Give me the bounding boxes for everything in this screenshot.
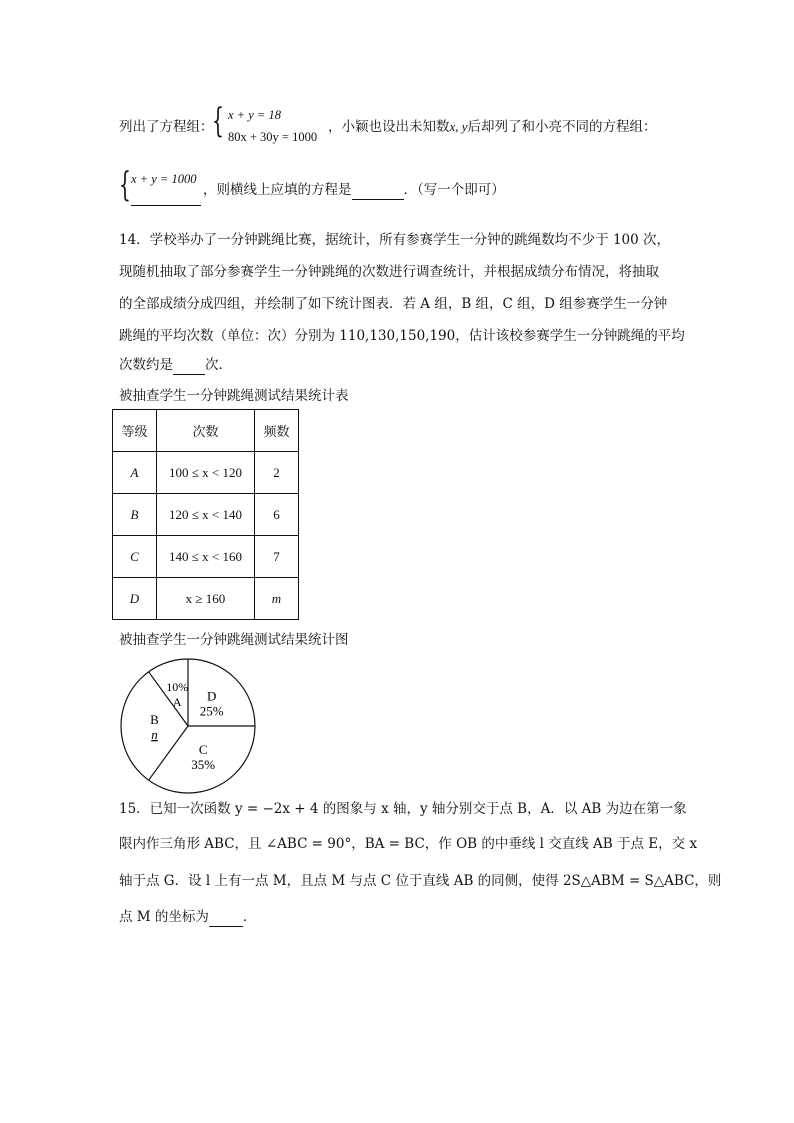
q13-tail-text: ，小颖也设出未知数 [328, 119, 450, 135]
table-cell-range: 120 ≤ x < 140 [157, 494, 255, 536]
table-cell-frequency: 7 [255, 536, 299, 578]
q13-vars: x, y [449, 119, 468, 134]
table-row [113, 452, 299, 494]
q14-line5 [119, 356, 232, 375]
q13-line2 [203, 181, 505, 200]
table-caption: 被抽查学生一分钟跳绳测试结果统计表 [119, 388, 349, 404]
system2-brace: { [119, 165, 131, 205]
q14-line5-text: 次数约是 [119, 357, 173, 373]
table-cell-grade: D [113, 578, 157, 620]
table-cell-range: x ≥ 160 [157, 578, 255, 620]
table-cell-frequency: m [255, 578, 299, 620]
table-row [113, 536, 299, 578]
header-count: 次数 [157, 410, 255, 452]
pie-label-b-bottom: n [151, 727, 158, 742]
pie-label-a-top: 10% [166, 679, 189, 694]
q13-tail-text2: 后却列了和小亮不同的方程组： [467, 119, 657, 135]
q15-line4-text: 点 M 的坐标为 [119, 909, 209, 925]
q13-line1-lead [119, 118, 214, 136]
answer-blank-q15 [209, 908, 243, 927]
frequency-table [112, 409, 299, 620]
table-cell-grade: A [113, 452, 157, 494]
q14-line1: 14．学校举办了一分钟跳绳比赛，据统计，所有参赛学生一分钟的跳绳数均不少于 100 次， [119, 232, 671, 248]
system1-brace: { [212, 101, 224, 141]
header-grade: 等级 [113, 410, 157, 452]
chart-caption: 被抽查学生一分钟跳绳测试结果统计图 [119, 632, 349, 648]
system2-row1: x + y = 1000 [131, 172, 197, 186]
pie-label-c-top: C [198, 741, 208, 757]
q14-line3: 的全部成绩分成四组，并绘制了如下统计图表．若 A 组，B 组，C 组，D 组参赛学生一分钟 [119, 296, 668, 312]
answer-blank-q14 [173, 356, 205, 375]
table-row [113, 578, 299, 620]
q15-line4-end: ． [242, 909, 257, 925]
pie-label-d-top: D [206, 688, 217, 704]
q13-lead-text: 列出了方程组： [119, 119, 214, 135]
q14-line2: 现随机抽取了部分参赛学生一分钟跳绳的次数进行调查统计，并根据成绩分布情况，将抽取 [119, 264, 659, 280]
q14-line5-end: 次． [205, 357, 232, 373]
q13-line1-tail [328, 118, 657, 136]
pie-label-b-top: B [150, 712, 159, 727]
table-cell-frequency: 2 [255, 452, 299, 494]
system1-row2: 80x + 30y = 1000 [228, 130, 318, 144]
q15-line1: 15．已知一次函数 y = −2x + 4 的图象与 x 轴，y 轴分别交于点 B，A．以 AB 为边在第一象 [119, 801, 687, 817]
pie-label-a-bottom: A [172, 694, 182, 709]
answer-blank-q13 [352, 181, 404, 200]
table-cell-grade: B [113, 494, 157, 536]
q15-line4 [119, 908, 256, 927]
table-cell-grade: C [113, 536, 157, 578]
table-cell-range: 100 ≤ x < 120 [157, 452, 255, 494]
q14-line4: 跳绳的平均次数（单位：次）分别为 110,130,150,190，估计该校参赛学生一分钟跳绳的平均 [119, 328, 685, 344]
pie-label-d-bottom: 25% [199, 703, 224, 719]
header-frequency: 频数 [255, 410, 299, 452]
table-header-row [113, 410, 299, 452]
pie-chart [118, 656, 258, 796]
system1-row1: x + y = 18 [228, 108, 281, 122]
q15-line2: 限内作三角形 ABC，且 ∠ABC = 90°，BA = BC，作 OB 的中垂线 l 交直线 AB 于点 E，交 x [119, 836, 698, 852]
table-cell-frequency: 6 [255, 494, 299, 536]
q13-line2-text: ，则横线上应填的方程是 [203, 182, 352, 198]
table-cell-range: 140 ≤ x < 160 [157, 536, 255, 578]
system2-row2-blank [131, 205, 201, 206]
q15-line3: 轴于点 G．设 l 上有一点 M，且点 M 与点 C 位于直线 AB 的同侧，使得 2S△ABM = S△ABC，则 [119, 873, 722, 889]
table-row [113, 494, 299, 536]
q13-line2-end: ．（写一个即可） [403, 182, 505, 198]
pie-label-c-bottom: 35% [191, 756, 216, 772]
